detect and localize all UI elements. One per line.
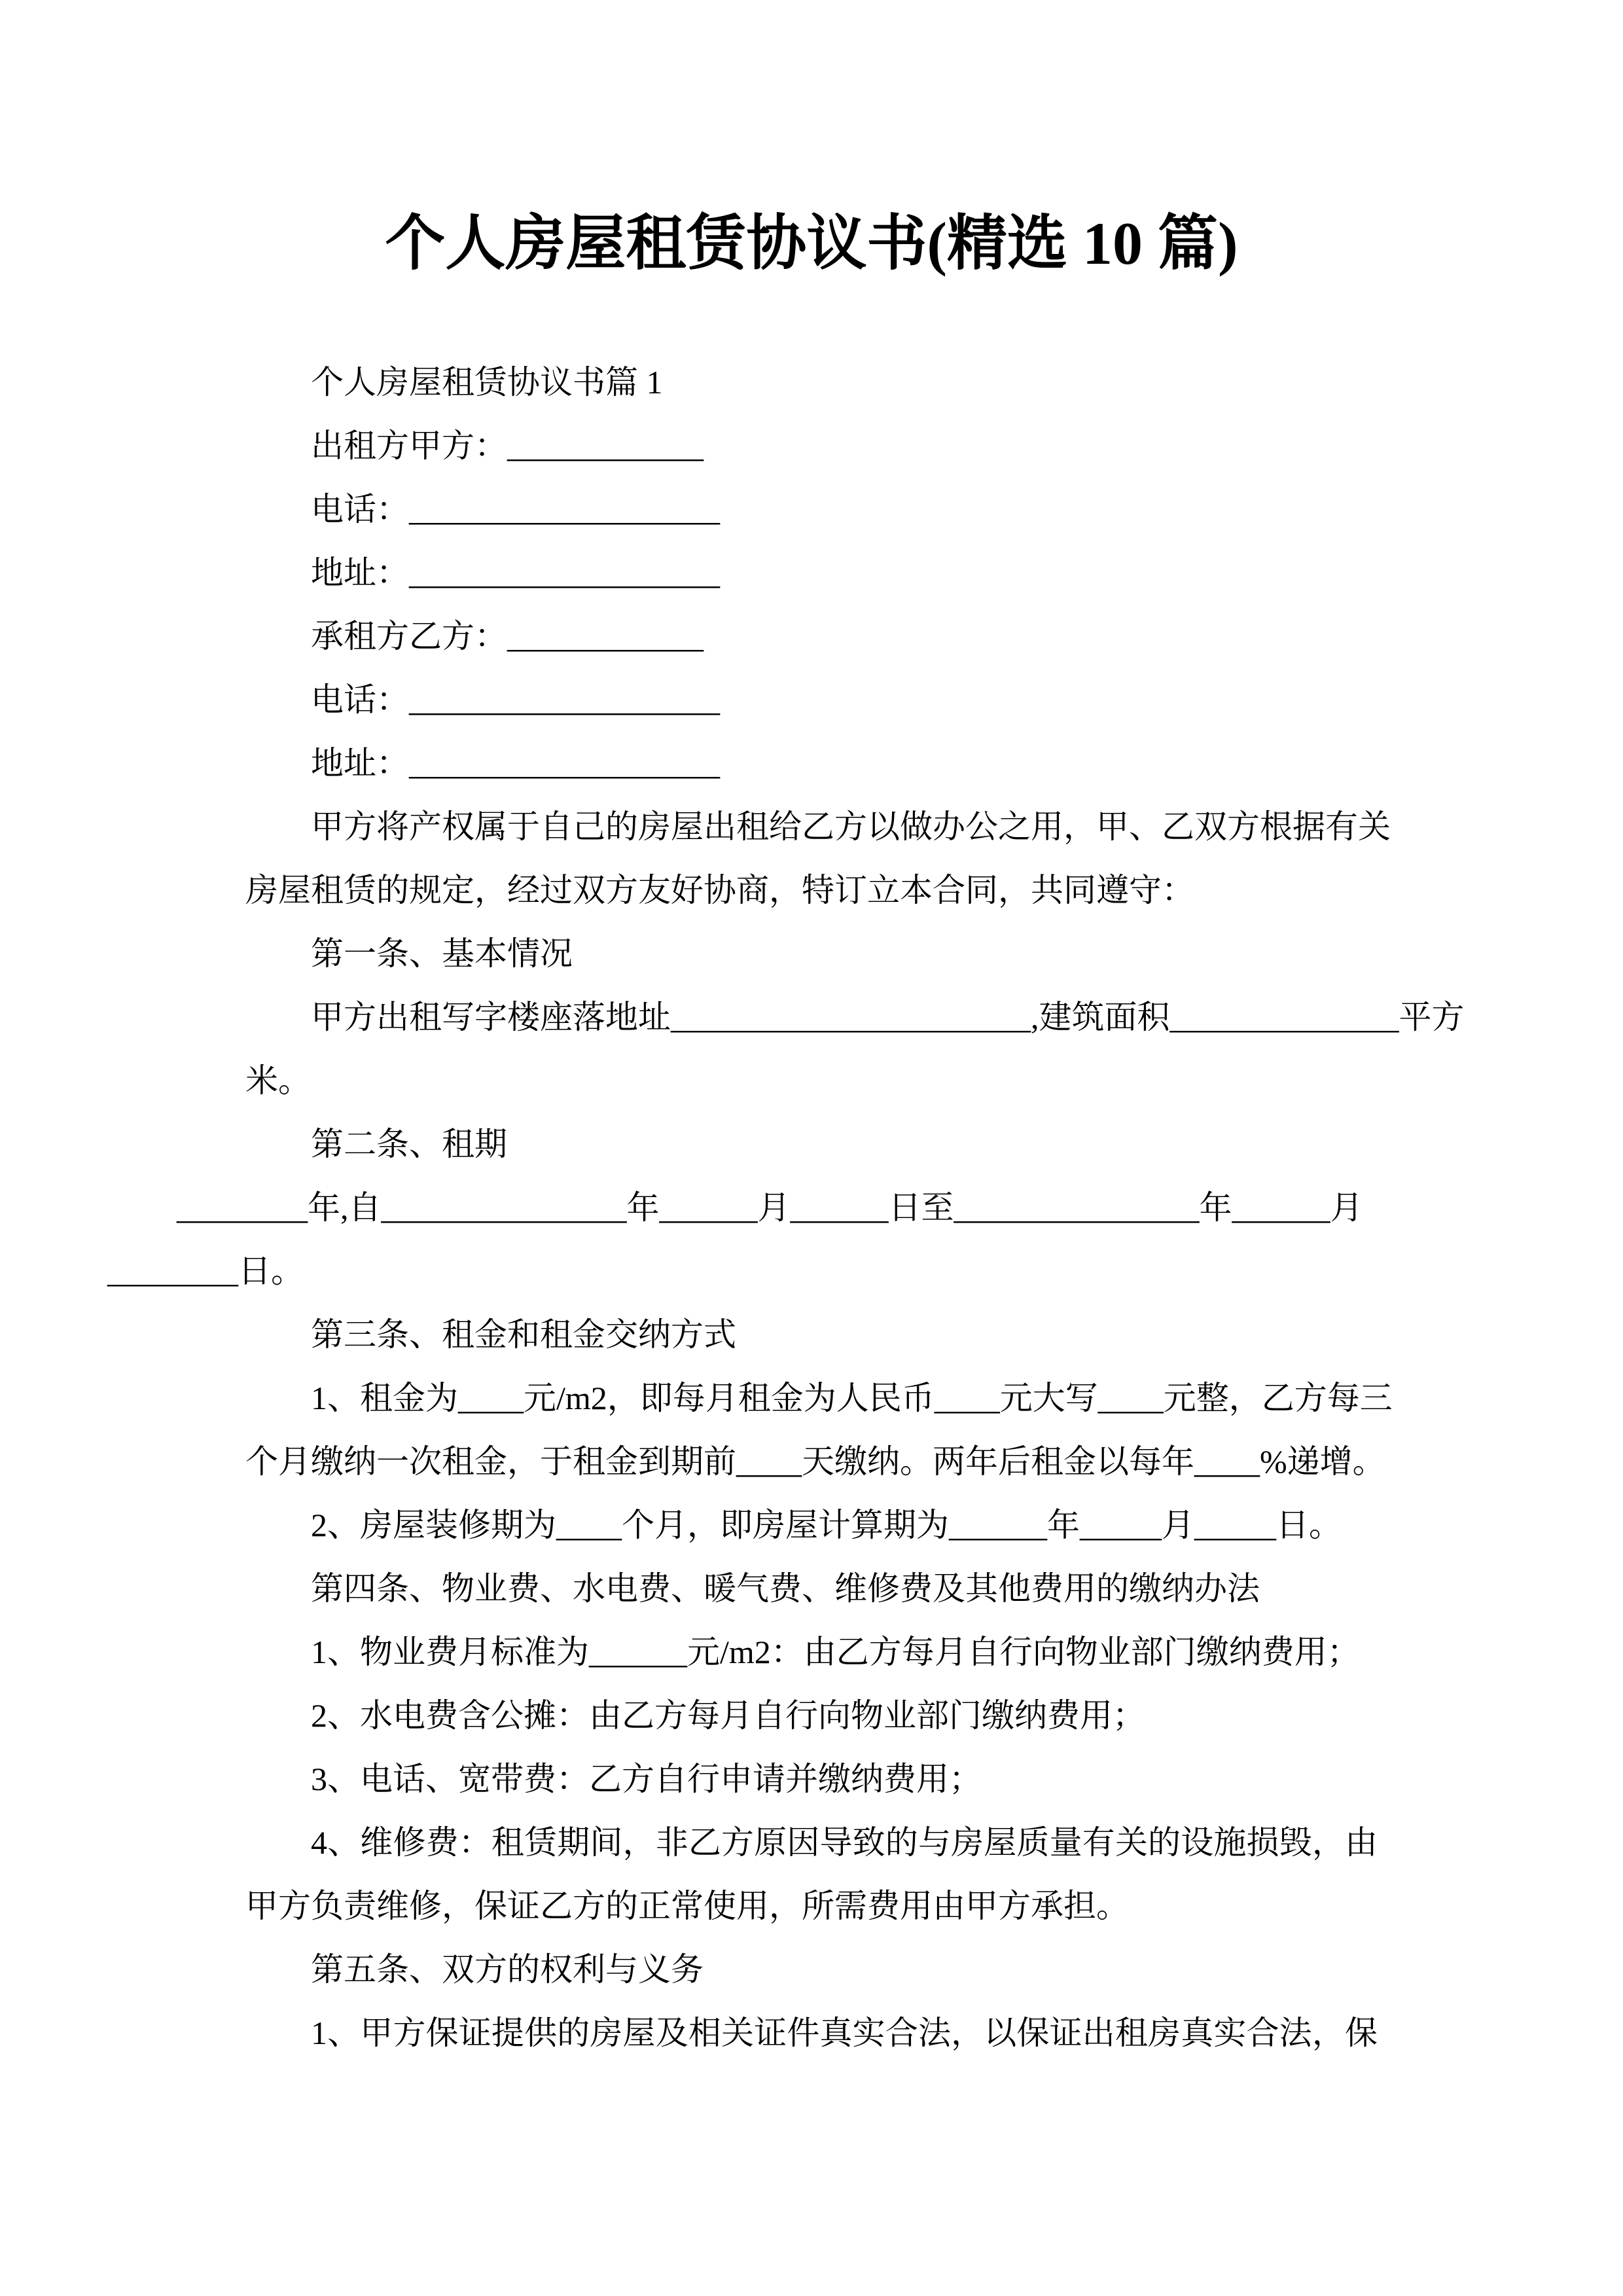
document-line-blank-field: 电话：___________________ <box>311 491 720 528</box>
document-line-section-heading: 第五条、双方的权利与义务 <box>311 1951 704 1988</box>
document-line: 1、甲方保证提供的房屋及相关证件真实合法，以保证出租房真实合法，保 <box>311 2015 1378 2051</box>
document-title: 个人房屋租赁协议书(精选 10 篇) <box>385 210 1238 277</box>
document-line: 2、水电费含公摊：由乙方每月自行向物业部门缴纳费用； <box>311 1697 1145 1734</box>
document-body <box>107 351 1465 2065</box>
document-line-blank-field: 1、租金为____元/m2，即每月租金为人民币____元大写____元整，乙方每三 <box>311 1380 1393 1416</box>
document-line: 米。 <box>245 1062 311 1099</box>
document-line-blank-field: 出租方甲方：____________ <box>311 427 704 464</box>
document-line-blank-field: 承租方乙方：____________ <box>311 618 704 655</box>
document-line: 个人房屋租赁协议书篇 1 <box>311 364 663 401</box>
document-line-blank-field: 个月缴纳一次租金，于租金到期前____天缴纳。两年后租金以每年____%递增。 <box>245 1443 1385 1480</box>
document-line: 甲方将产权属于自己的房屋出租给乙方以做办公之用，甲、乙双方根据有关 <box>311 808 1391 845</box>
document-line-blank-field: ________日。 <box>107 1253 304 1289</box>
document-line: 甲方负责维修，保证乙方的正常使用，所需费用由甲方承担。 <box>245 1888 1129 1924</box>
document-line-blank-field: 电话：___________________ <box>311 681 720 718</box>
document-line: 4、维修费：租赁期间，非乙方原因导致的与房屋质量有关的设施损毁，由 <box>311 1824 1378 1861</box>
document-line-blank-field: 地址：___________________ <box>311 554 720 591</box>
document-line-blank-field: 2、房屋装修期为____个月，即房屋计算期为______年_____月_____日。 <box>311 1507 1342 1543</box>
document-line-blank-field: 甲方出租写字楼座落地址______________________,建筑面积______________平方 <box>311 999 1465 1035</box>
document-line-blank-field: 地址：___________________ <box>311 745 720 781</box>
document-line-section-heading: 第四条、物业费、水电费、暖气费、维修费及其他费用的缴纳办法 <box>311 1570 1260 1607</box>
document-line-blank-field: 1、物业费月标准为______元/m2：由乙方每月自行向物业部门缴纳费用； <box>311 1634 1360 1670</box>
document-line-blank-field: ________年,自_______________年______月______日至_______________年______月 <box>177 1189 1363 1226</box>
document-line: 3、电话、宽带费：乙方自行申请并缴纳费用； <box>311 1761 982 1797</box>
document-line-section-heading: 第三条、租金和租金交纳方式 <box>311 1316 736 1353</box>
document-line-section-heading: 第一条、基本情况 <box>311 935 573 972</box>
document-line-section-heading: 第二条、租期 <box>311 1126 507 1162</box>
document-line: 房屋租赁的规定，经过双方友好协商，特订立本合同，共同遵守： <box>245 872 1194 908</box>
